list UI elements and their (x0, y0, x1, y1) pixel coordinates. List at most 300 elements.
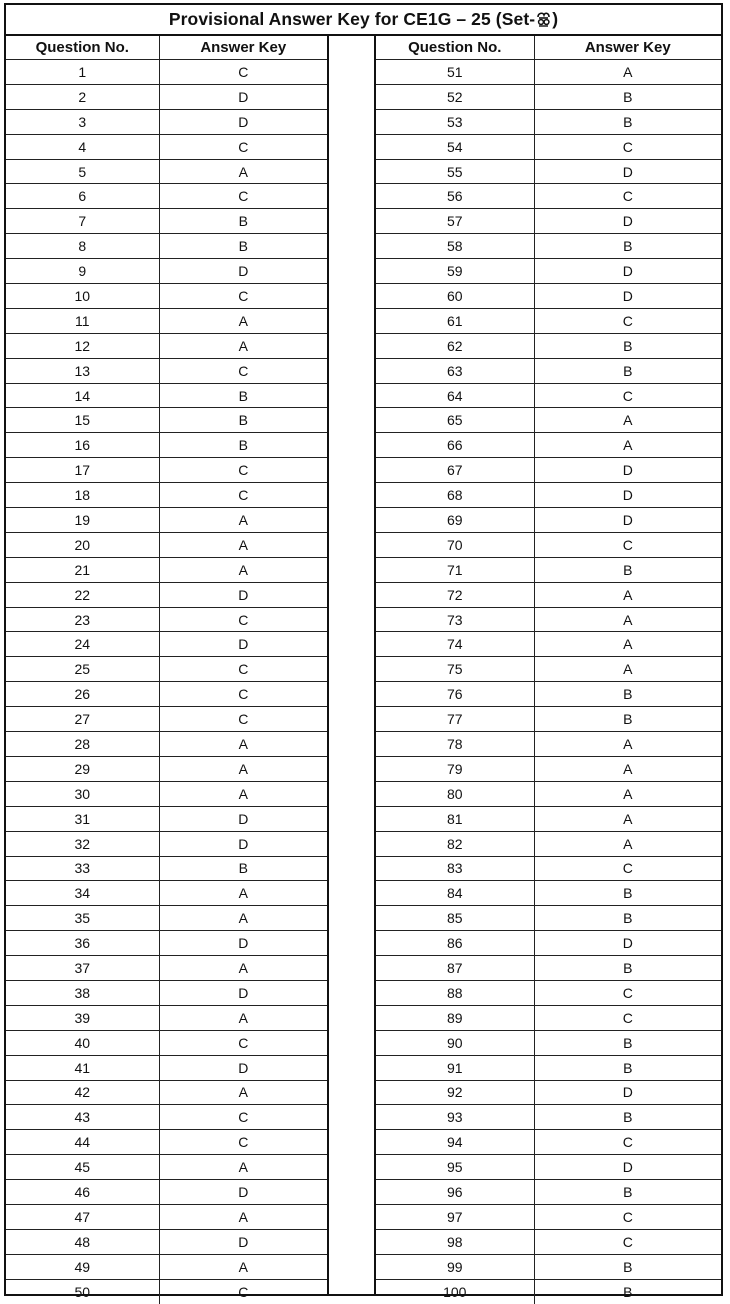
question-number-cell: 28 (6, 732, 159, 757)
answer-table-right (376, 36, 721, 1304)
answer-key-cell: C (159, 1130, 327, 1155)
question-number-cell: 25 (6, 657, 159, 682)
question-number-cell: 46 (6, 1180, 159, 1205)
question-number-cell: 47 (6, 1204, 159, 1229)
table-row (6, 308, 327, 333)
question-number-cell: 17 (6, 458, 159, 483)
answer-key-cell: A (159, 1005, 327, 1030)
question-number-cell: 24 (6, 632, 159, 657)
table-row (6, 1229, 327, 1254)
answer-key-cell: A (159, 756, 327, 781)
table-row (376, 532, 721, 557)
table-row (376, 508, 721, 533)
question-number-cell: 53 (376, 109, 534, 134)
question-number-cell: 10 (6, 284, 159, 309)
table-row (6, 458, 327, 483)
answer-key-cell: A (534, 408, 721, 433)
answer-key-cell: A (534, 632, 721, 657)
table-header-row (6, 36, 327, 60)
answer-key-cell: A (534, 582, 721, 607)
table-row (6, 184, 327, 209)
question-number-cell: 4 (6, 134, 159, 159)
answer-key-cell: C (159, 284, 327, 309)
question-number-cell: 19 (6, 508, 159, 533)
question-number-cell: 98 (376, 1229, 534, 1254)
column-header-answer: Answer Key (159, 36, 327, 60)
question-number-cell: 35 (6, 906, 159, 931)
table-row (6, 582, 327, 607)
question-number-cell: 60 (376, 284, 534, 309)
answer-rows-left (6, 60, 327, 1304)
table-row (376, 1279, 721, 1303)
answer-key-cell: A (159, 333, 327, 358)
table-row (376, 1080, 721, 1105)
question-number-cell: 81 (376, 806, 534, 831)
table-row (376, 1005, 721, 1030)
table-row (376, 881, 721, 906)
table-row (6, 433, 327, 458)
question-number-cell: 79 (376, 756, 534, 781)
table-row (376, 682, 721, 707)
table-row (6, 707, 327, 732)
answer-key-cell: A (159, 1155, 327, 1180)
table-row (376, 1055, 721, 1080)
title-text: Provisional Answer Key for CE1G – 25 (Set- (168, 9, 536, 29)
answer-key-cell: B (534, 358, 721, 383)
answer-key-cell: B (534, 1105, 721, 1130)
question-number-cell: 51 (376, 60, 534, 85)
table-row (376, 234, 721, 259)
question-number-cell: 66 (376, 433, 534, 458)
question-number-cell: 43 (6, 1105, 159, 1130)
answer-key-cell: D (159, 109, 327, 134)
question-number-cell: 68 (376, 483, 534, 508)
answer-key-cell: C (159, 707, 327, 732)
table-row (6, 881, 327, 906)
question-number-cell: 12 (6, 333, 159, 358)
table-row (6, 781, 327, 806)
table-row (6, 358, 327, 383)
answer-key-cell: A (534, 433, 721, 458)
question-number-cell: 100 (376, 1279, 534, 1303)
question-number-cell: 34 (6, 881, 159, 906)
answer-key-cell: A (159, 508, 327, 533)
question-number-cell: 41 (6, 1055, 159, 1080)
question-number-cell: 78 (376, 732, 534, 757)
answer-key-cell: D (159, 84, 327, 109)
answer-key-cell: B (159, 383, 327, 408)
table-row (6, 906, 327, 931)
answer-key-cell: C (159, 60, 327, 85)
question-number-cell: 13 (6, 358, 159, 383)
question-number-cell: 52 (376, 84, 534, 109)
answer-key-cell: D (534, 458, 721, 483)
title-text-end: ) (552, 9, 559, 29)
question-number-cell: 57 (376, 209, 534, 234)
question-number-cell: 91 (376, 1055, 534, 1080)
question-number-cell: 90 (376, 1030, 534, 1055)
question-number-cell: 3 (6, 109, 159, 134)
table-row (6, 831, 327, 856)
answer-key-cell: B (534, 333, 721, 358)
answer-key-cell: D (534, 931, 721, 956)
table-row (6, 956, 327, 981)
answer-key-cell: C (159, 1030, 327, 1055)
table-row (376, 657, 721, 682)
answer-key-cell: A (159, 881, 327, 906)
table-row (6, 234, 327, 259)
table-row (376, 582, 721, 607)
table-row (6, 1105, 327, 1130)
table-row (6, 1055, 327, 1080)
answer-key-cell: D (159, 632, 327, 657)
answer-key-cell: D (159, 806, 327, 831)
question-number-cell: 15 (6, 408, 159, 433)
table-row (6, 1155, 327, 1180)
answer-key-cell: B (534, 557, 721, 582)
answer-key-cell: B (159, 433, 327, 458)
table-row (6, 159, 327, 184)
question-number-cell: 86 (376, 931, 534, 956)
document-title (6, 5, 721, 36)
answer-key-cell: D (159, 1055, 327, 1080)
answer-key-cell: C (534, 184, 721, 209)
question-number-cell: 39 (6, 1005, 159, 1030)
question-number-cell: 30 (6, 781, 159, 806)
question-number-cell: 33 (6, 856, 159, 881)
answer-key-cell: A (159, 557, 327, 582)
question-number-cell: 61 (376, 308, 534, 333)
question-number-cell: 40 (6, 1030, 159, 1055)
answer-key-cell: C (534, 980, 721, 1005)
question-number-cell: 84 (376, 881, 534, 906)
table-header-row (376, 36, 721, 60)
table-row (376, 856, 721, 881)
table-row (6, 607, 327, 632)
question-number-cell: 18 (6, 483, 159, 508)
question-number-cell: 92 (376, 1080, 534, 1105)
question-number-cell: 69 (376, 508, 534, 533)
answer-key-cell: D (534, 483, 721, 508)
answer-key-cell: A (534, 756, 721, 781)
answer-key-cell: A (159, 1254, 327, 1279)
answer-key-cell: C (534, 308, 721, 333)
question-number-cell: 63 (376, 358, 534, 383)
column-header-question: Question No. (376, 36, 534, 60)
question-number-cell: 96 (376, 1180, 534, 1205)
answer-key-cell: A (534, 657, 721, 682)
question-number-cell: 72 (376, 582, 534, 607)
answer-key-cell: C (534, 383, 721, 408)
question-number-cell: 80 (376, 781, 534, 806)
question-number-cell: 56 (376, 184, 534, 209)
answer-key-cell: B (534, 1254, 721, 1279)
table-row (376, 1180, 721, 1205)
answer-key-cell: C (159, 682, 327, 707)
answer-key-cell: D (534, 284, 721, 309)
answer-key-cell: D (159, 1180, 327, 1205)
question-number-cell: 42 (6, 1080, 159, 1105)
table-row (376, 1254, 721, 1279)
table-row (6, 60, 327, 85)
table-row (376, 333, 721, 358)
question-number-cell: 70 (376, 532, 534, 557)
table-row (376, 607, 721, 632)
answer-key-cell: C (534, 532, 721, 557)
question-number-cell: 93 (376, 1105, 534, 1130)
answer-key-cell: B (159, 209, 327, 234)
answer-key-cell: C (159, 134, 327, 159)
table-row (6, 109, 327, 134)
table-row (6, 557, 327, 582)
question-number-cell: 95 (376, 1155, 534, 1180)
answer-key-cell: B (534, 881, 721, 906)
answer-key-cell: B (534, 1030, 721, 1055)
table-row (376, 831, 721, 856)
answer-key-cell: D (534, 159, 721, 184)
answer-key-cell: C (159, 483, 327, 508)
question-number-cell: 64 (376, 383, 534, 408)
table-row (376, 1155, 721, 1180)
question-number-cell: 94 (376, 1130, 534, 1155)
question-number-cell: 50 (6, 1279, 159, 1303)
question-number-cell: 88 (376, 980, 534, 1005)
question-number-cell: 2 (6, 84, 159, 109)
answer-key-cell: A (534, 831, 721, 856)
table-row (376, 84, 721, 109)
answer-key-cell: D (159, 1229, 327, 1254)
table-row (6, 1130, 327, 1155)
table-row (6, 980, 327, 1005)
answer-key-cell: A (159, 1204, 327, 1229)
table-row (376, 209, 721, 234)
question-number-cell: 67 (376, 458, 534, 483)
answer-key-cell: A (534, 806, 721, 831)
table-row (6, 682, 327, 707)
table-row (376, 956, 721, 981)
answer-key-cell: A (159, 1080, 327, 1105)
answer-key-cell: D (534, 508, 721, 533)
table-row (376, 557, 721, 582)
answer-key-cell: C (534, 1229, 721, 1254)
question-number-cell: 85 (376, 906, 534, 931)
table-row (376, 159, 721, 184)
table-row (376, 458, 721, 483)
table-row (376, 980, 721, 1005)
table-row (376, 284, 721, 309)
table-row (6, 657, 327, 682)
table-row (376, 259, 721, 284)
answer-key-cell: B (534, 707, 721, 732)
table-row (376, 1030, 721, 1055)
answer-key-cell: A (159, 308, 327, 333)
table-row (376, 781, 721, 806)
question-number-cell: 76 (376, 682, 534, 707)
answer-key-cell: A (159, 159, 327, 184)
question-number-cell: 45 (6, 1155, 159, 1180)
table-row (376, 433, 721, 458)
answer-key-cell: D (159, 259, 327, 284)
table-row (6, 408, 327, 433)
answer-key-cell: A (159, 732, 327, 757)
question-number-cell: 58 (376, 234, 534, 259)
answer-key-cell: A (534, 607, 721, 632)
answer-key-cell: D (534, 1155, 721, 1180)
question-number-cell: 36 (6, 931, 159, 956)
answer-key-cell: B (159, 234, 327, 259)
answer-key-cell: A (534, 781, 721, 806)
table-row (6, 259, 327, 284)
table-row (6, 383, 327, 408)
question-number-cell: 97 (376, 1204, 534, 1229)
question-number-cell: 11 (6, 308, 159, 333)
question-number-cell: 22 (6, 582, 159, 607)
answer-key-cell: D (159, 582, 327, 607)
question-number-cell: 1 (6, 60, 159, 85)
table-row (6, 84, 327, 109)
answer-key-cell: B (534, 84, 721, 109)
table-row (6, 209, 327, 234)
question-number-cell: 87 (376, 956, 534, 981)
question-number-cell: 27 (6, 707, 159, 732)
answer-key-cell: A (534, 60, 721, 85)
table-row (376, 358, 721, 383)
table-row (6, 532, 327, 557)
question-number-cell: 62 (376, 333, 534, 358)
table-row (376, 134, 721, 159)
question-number-cell: 21 (6, 557, 159, 582)
answer-key-cell: A (159, 532, 327, 557)
answer-key-cell: C (159, 657, 327, 682)
answer-key-cell: D (159, 931, 327, 956)
table-row (376, 383, 721, 408)
question-number-cell: 48 (6, 1229, 159, 1254)
table-row (376, 60, 721, 85)
question-number-cell: 31 (6, 806, 159, 831)
question-number-cell: 32 (6, 831, 159, 856)
table-row (6, 1080, 327, 1105)
question-number-cell: 44 (6, 1130, 159, 1155)
answer-key-cell: A (534, 732, 721, 757)
table-row (376, 1130, 721, 1155)
question-number-cell: 82 (376, 831, 534, 856)
table-row (376, 756, 721, 781)
table-row (6, 856, 327, 881)
answer-key-cell: B (534, 109, 721, 134)
table-row (6, 931, 327, 956)
question-number-cell: 14 (6, 383, 159, 408)
answer-rows-right (376, 60, 721, 1304)
answer-key-cell: B (534, 682, 721, 707)
answer-key-cell: C (534, 856, 721, 881)
question-number-cell: 7 (6, 209, 159, 234)
question-number-cell: 49 (6, 1254, 159, 1279)
answer-key-cell: C (534, 1005, 721, 1030)
answer-key-sheet (4, 3, 723, 1300)
answer-key-cell: C (534, 134, 721, 159)
table-row (376, 109, 721, 134)
table-row (6, 483, 327, 508)
answer-key-cell: B (159, 408, 327, 433)
answer-key-cell: C (159, 358, 327, 383)
answer-key-cell: D (534, 259, 721, 284)
answer-key-cell: B (534, 906, 721, 931)
question-number-cell: 99 (376, 1254, 534, 1279)
table-row (6, 1005, 327, 1030)
answer-key-cell: C (159, 1279, 327, 1303)
answer-key-cell: B (534, 234, 721, 259)
answer-key-cell: C (534, 1204, 721, 1229)
question-number-cell: 9 (6, 259, 159, 284)
table-row (6, 1254, 327, 1279)
question-number-cell: 89 (376, 1005, 534, 1030)
answer-key-cell: B (534, 1279, 721, 1303)
question-number-cell: 74 (376, 632, 534, 657)
answer-key-cell: A (159, 781, 327, 806)
answer-key-cell: D (534, 209, 721, 234)
question-number-cell: 59 (376, 259, 534, 284)
answer-key-cell: B (534, 956, 721, 981)
question-number-cell: 83 (376, 856, 534, 881)
question-number-cell: 71 (376, 557, 534, 582)
column-divider (327, 36, 376, 1294)
table-row (376, 632, 721, 657)
table-row (376, 906, 721, 931)
question-number-cell: 37 (6, 956, 159, 981)
table-row (376, 806, 721, 831)
question-number-cell: 23 (6, 607, 159, 632)
answer-key-cell: B (534, 1055, 721, 1080)
question-number-cell: 5 (6, 159, 159, 184)
column-header-answer: Answer Key (534, 36, 721, 60)
question-number-cell: 65 (376, 408, 534, 433)
table-row (376, 483, 721, 508)
question-number-cell: 73 (376, 607, 534, 632)
question-number-cell: 55 (376, 159, 534, 184)
question-number-cell: 29 (6, 756, 159, 781)
answer-key-cell: A (159, 956, 327, 981)
question-number-cell: 20 (6, 532, 159, 557)
answer-key-cell: C (159, 607, 327, 632)
table-row (6, 1180, 327, 1205)
table-row (6, 333, 327, 358)
table-row (6, 756, 327, 781)
table-row (376, 1105, 721, 1130)
answer-table-left (6, 36, 327, 1304)
question-number-cell: 16 (6, 433, 159, 458)
table-row (6, 284, 327, 309)
answer-key-cell: D (159, 831, 327, 856)
table-row (6, 732, 327, 757)
table-row (6, 1030, 327, 1055)
table-row (6, 632, 327, 657)
answer-key-cell: A (159, 906, 327, 931)
table-row (376, 1204, 721, 1229)
question-number-cell: 77 (376, 707, 534, 732)
table-row (376, 408, 721, 433)
table-row (376, 1229, 721, 1254)
answer-key-cell: D (534, 1080, 721, 1105)
answer-key-cell: C (159, 458, 327, 483)
table-row (376, 707, 721, 732)
table-row (6, 134, 327, 159)
table-row (376, 732, 721, 757)
table-row (376, 184, 721, 209)
question-number-cell: 6 (6, 184, 159, 209)
table-row (376, 931, 721, 956)
question-number-cell: 8 (6, 234, 159, 259)
table-row (6, 508, 327, 533)
